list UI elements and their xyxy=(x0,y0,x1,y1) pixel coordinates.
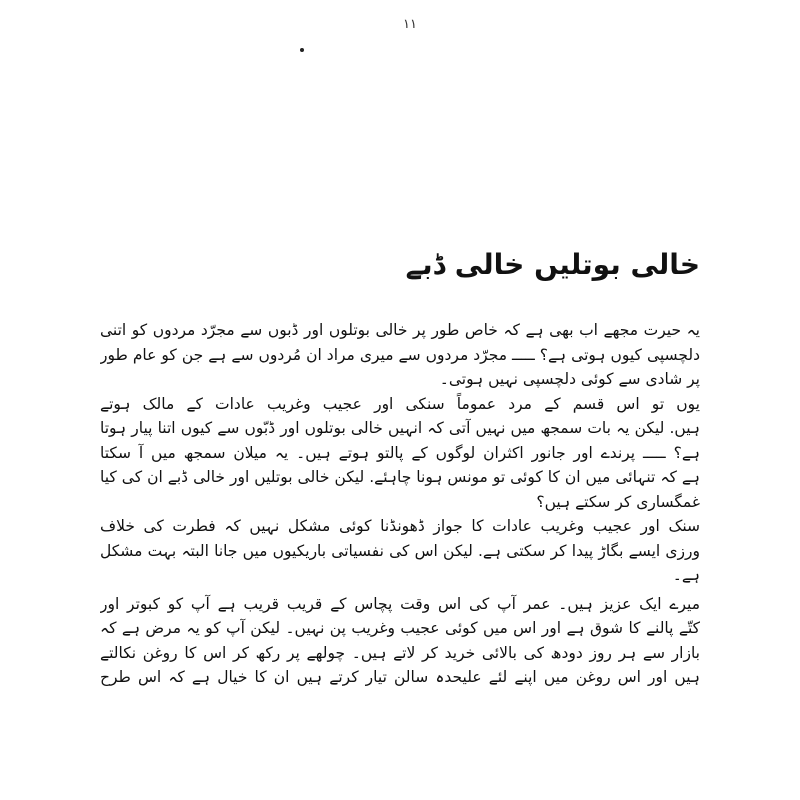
text-line: دلچسپی کیوں ہوتی ہے؟ ـــــ مجرّد مردوں سے میری مراد ان مُردوں سے ہے جن کو عام طور xyxy=(100,345,700,364)
text-line: پر شادی سے کوئی دلچسپی نہیں ہوتی۔ xyxy=(439,370,700,388)
text-line: یوں تو اس قسم کے مرد عموماً سنکی اور عجیب وغریب عادات کے مالک ہوتے xyxy=(100,394,700,413)
text-line: ہے۔ xyxy=(672,566,700,584)
paragraph xyxy=(100,392,700,515)
text-line: یہ حیرت مجھے اب بھی ہے کہ خاص طور پر خالی بوتلوں اور ڈبوں سے مجرّد مردوں کو اتنی xyxy=(100,321,700,339)
text-line: ہے کہ تنہائی میں ان کا کوئی تو مونس ہونا چاہئے. لیکن خالی بوتلیں اور خالی ڈبے ان کی کیا xyxy=(100,468,700,486)
chapter-heading: خالی بوتلیں خالی ڈبے xyxy=(405,248,700,281)
paragraph xyxy=(100,592,700,690)
text-line: غمگساری کر سکتے ہیں؟ xyxy=(536,492,700,511)
text-line: کتّے پالنے کا شوق ہے اور اس میں کوئی عجیب وغریب پن نہیں۔ لیکن آپ کو یہ مرض ہے کہ xyxy=(100,619,700,637)
text-line: ہے؟ ـــــ پرندے اور جانور اکثران لوگوں کے پالتو ہوتے ہیں۔ یہ میلان سمجھ میں آ سکتا xyxy=(100,443,700,462)
text-line: میرے ایک عزیز ہیں۔ عمر آپ کی اس وقت پچاس کے قریب قریب ہے آپ کو کبوتر اور xyxy=(100,594,700,613)
text-line: ہیں. لیکن یہ بات سمجھ میں نہیں آتی کہ انہیں خالی بوتلوں اور ڈبّوں سے کیوں اتنا پیار ہوتا xyxy=(100,419,700,437)
paragraph xyxy=(100,514,700,588)
ink-speck xyxy=(300,48,304,52)
text-line: بازار سے ہر روز دودھ کی بالائی خرید کر لاتے ہیں۔ چولھے پر رکھ کر اس کا روغن نکالتے xyxy=(100,643,700,662)
text-line: ورزی ایسے بگاڑ پیدا کر سکتی ہے. لیکن اس کی نفسیاتی باریکیوں میں جانا البتہ بہت مشکل xyxy=(100,541,700,560)
paragraph xyxy=(100,318,700,392)
text-line: سنک اور عجیب وغریب عادات کا جواز ڈھونڈنا کوئی مشکل نہیں کہ فطرت کی خلاف xyxy=(100,517,700,535)
page-number: ۱۱ xyxy=(403,17,417,32)
body-text xyxy=(100,318,700,690)
text-line: ہیں اور اس روغن میں اپنے لئے علیحدہ سالن تیار کرتے ہیں ان کا خیال ہے کہ اس طرح xyxy=(100,668,700,686)
